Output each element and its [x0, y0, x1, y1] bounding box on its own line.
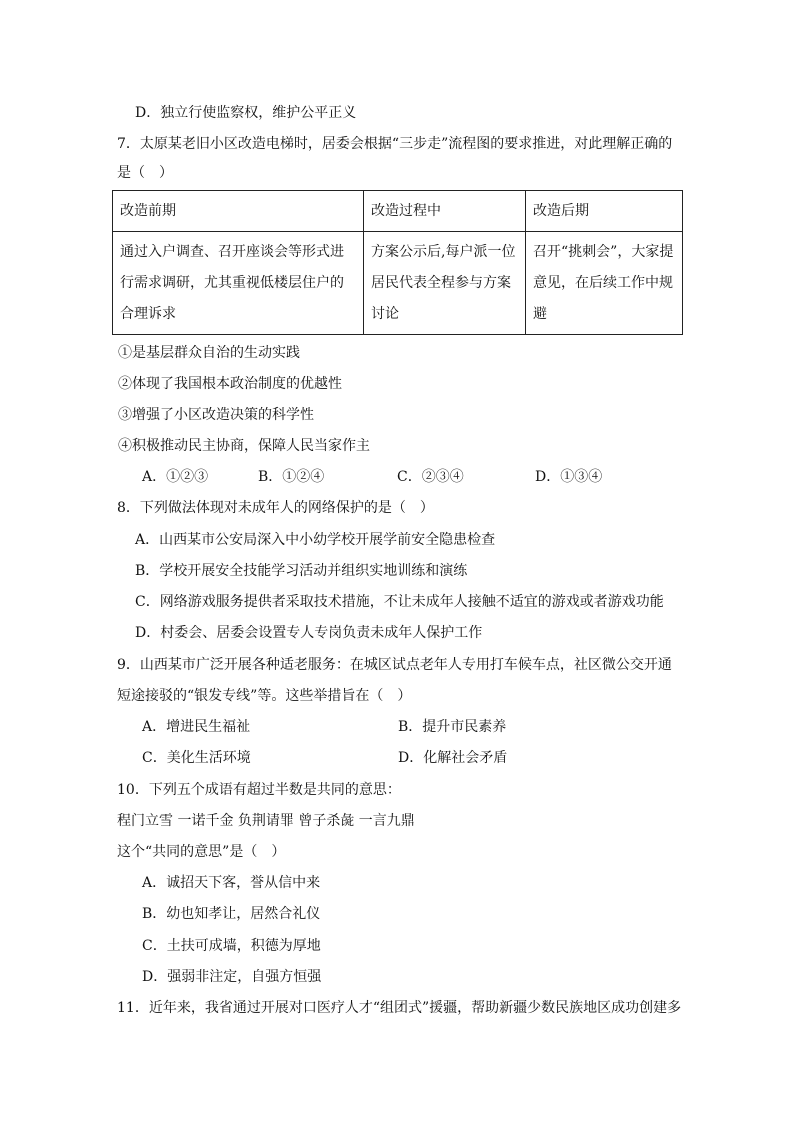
- q9-option-c: C．美化生活环境: [142, 750, 251, 766]
- q8-option-b: B．学校开展安全技能学习活动并组织实地训练和演练: [135, 563, 468, 579]
- q7-statement: ③增强了小区改造决策的科学性: [118, 407, 314, 423]
- q8-option-c: C．网络游戏服务提供者采取技术措施，不让未成年人接触不适宜的游戏或者游戏功能: [135, 594, 664, 610]
- q8-option-d: D．村委会、居委会设置专人专岗负责未成年人保护工作: [135, 625, 483, 641]
- q10-option-a: A．诚招天下客，誉从信中来: [142, 875, 321, 891]
- table-row: [113, 232, 683, 335]
- q9-stem-line1: 9．山西某市广泛开展各种适老服务：在城区试点老年人专用打车候车点，社区微公交开通: [117, 657, 672, 673]
- q10-stem: 10．下列五个成语有超过半数是共同的意思：: [117, 782, 401, 798]
- table-header-cell: 改造前期: [113, 191, 364, 232]
- table-cell: 通过入户调查、召开座谈会等形式进行需求调研，尤其重视低楼层住户的合理诉求: [113, 232, 364, 335]
- q9-option-d: D．化解社会矛盾: [398, 750, 508, 766]
- q7-option-d: D．①③④: [535, 469, 603, 485]
- q7-statement: ②体现了我国根本政治制度的优越性: [118, 376, 342, 392]
- q10-option-d: D．强弱非注定，自强方恒强: [142, 969, 322, 985]
- q7-option-a: A．①②③: [142, 469, 209, 485]
- q6-option-d: D．独立行使监察权，维护公平正义: [135, 105, 357, 121]
- q9-stem-line2: 短途接驳的“银发专线”等。这些举措旨在（ ）: [117, 688, 412, 704]
- q7-stem-line1: 7．太原某老旧小区改造电梯时，居委会根据“三步走”流程图的要求推进，对此理解正确的: [117, 136, 673, 152]
- q7-option-c: C．②③④: [397, 469, 464, 485]
- q10-idioms: 程门立雪 一诺千金 负荆请罪 曾子杀彘 一言九鼎: [117, 813, 415, 829]
- q7-option-b: B．①②④: [258, 469, 325, 485]
- q11-stem-line1: 11．近年来，我省通过开展对口医疗人才“组团式”援疆，帮助新疆少数民族地区成功创建多: [117, 1000, 682, 1016]
- q8-stem: 8．下列做法体现对未成年人的网络保护的是（ ）: [117, 500, 434, 516]
- q9-option-b: B．提升市民素养: [398, 719, 507, 735]
- q7-process-table: [112, 190, 683, 335]
- q10-option-b: B．幼也知孝让，居然合礼仪: [142, 906, 321, 922]
- q7-statement: ①是基层群众自治的生动实践: [118, 345, 300, 361]
- q7-stem-line2: 是（ ）: [117, 165, 173, 181]
- q8-option-a: A．山西某市公安局深入中小幼学校开展学前安全隐患检查: [135, 532, 496, 548]
- table-cell: 方案公示后,每户派一位居民代表全程参与方案讨论: [364, 232, 526, 335]
- table-header-cell: 改造过程中: [364, 191, 526, 232]
- q9-option-a: A．增进民生福祉: [142, 719, 251, 735]
- table-header-cell: 改造后期: [526, 191, 683, 232]
- q10-option-c: C．土扶可成墙，积德为厚地: [142, 938, 321, 954]
- q7-statement: ④积极推动民主协商，保障人民当家作主: [118, 438, 370, 454]
- table-cell: 召开“挑刺会”，大家提意见，在后续工作中规避: [526, 232, 683, 335]
- table-header-row: [113, 191, 683, 232]
- q10-ask: 这个“共同的意思”是（ ）: [117, 844, 286, 860]
